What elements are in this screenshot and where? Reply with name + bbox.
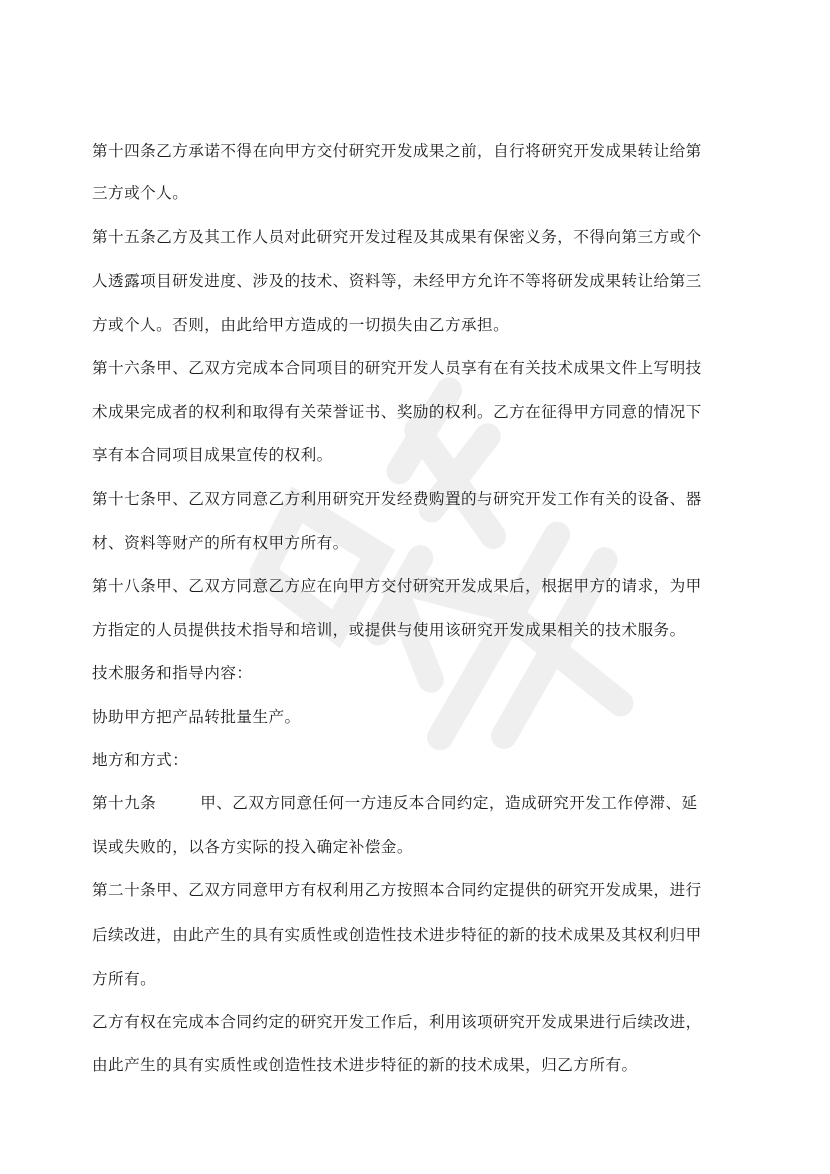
text-line: 享有本合同项目成果宣传的权利。 — [92, 446, 333, 464]
text-line: 乙方有权在完成本合同约定的研究开发工作后，利用该项研究开发成果进行后续改进， — [92, 1013, 702, 1031]
article-text: 甲、乙双方同意任何一方违反本合同约定，造成研究开发工作停滞、延 — [200, 794, 698, 812]
text-line: 地方和方式： — [92, 751, 189, 769]
text-line: 第十四条乙方承诺不得在向甲方交付研究开发成果之前，自行将研究开发成果转让给第 — [92, 142, 702, 160]
text-line: 第二十条甲、乙双方同意甲方有权利用乙方按照本合同约定提供的研究开发成果，进行 — [92, 881, 702, 899]
text-line: 第十六条甲、乙双方完成本合同项目的研究开发人员享有在有关技术成果文件上写明技 — [92, 359, 702, 377]
text-line: 第十七条甲、乙双方同意乙方利用研究开发经费购置的与研究开发工作有关的设备、器 — [92, 490, 702, 508]
text-line: 第十八条甲、乙双方同意乙方应在向甲方交付研究开发成果后，根据甲方的请求，为甲 — [92, 577, 702, 595]
text-line — [92, 793, 698, 813]
text-line: 人透露项目研发进度、涉及的技术、资料等，未经甲方允许不等将研发成果转让给第三 — [92, 272, 702, 290]
text-line: 误或失败的，以各方实际的投入确定补偿金。 — [92, 838, 413, 856]
text-line: 第十五条乙方及其工作人员对此研究开发过程及其成果有保密义务，不得向第三方或个 — [92, 228, 702, 246]
text-line: 技术服务和指导内容： — [92, 664, 253, 682]
text-line: 方或个人。否则，由此给甲方造成的一切损失由乙方承担。 — [92, 316, 510, 334]
article-number: 第十九条 — [92, 794, 157, 812]
text-line: 材、资料等财产的所有权甲方所有。 — [92, 534, 349, 552]
text-line: 三方或个人。 — [92, 184, 189, 202]
text-line: 由此产生的具有实质性或创造性技术进步特征的新的技术成果，归乙方所有。 — [92, 1056, 638, 1074]
text-line: 术成果完成者的权利和取得有关荣誉证书、奖励的权利。乙方在征得甲方同意的情况下 — [92, 403, 702, 421]
text-line: 后续改进，由此产生的具有实质性或创造性技术进步特征的新的技术成果及其权利归甲 — [92, 926, 702, 944]
text-line: 协助甲方把产品转批量生产。 — [92, 708, 301, 726]
text-line: 方指定的人员提供技术指导和培训，或提供与使用该研究开发成果相关的技术服务。 — [92, 621, 686, 639]
text-line: 方所有。 — [92, 970, 157, 988]
